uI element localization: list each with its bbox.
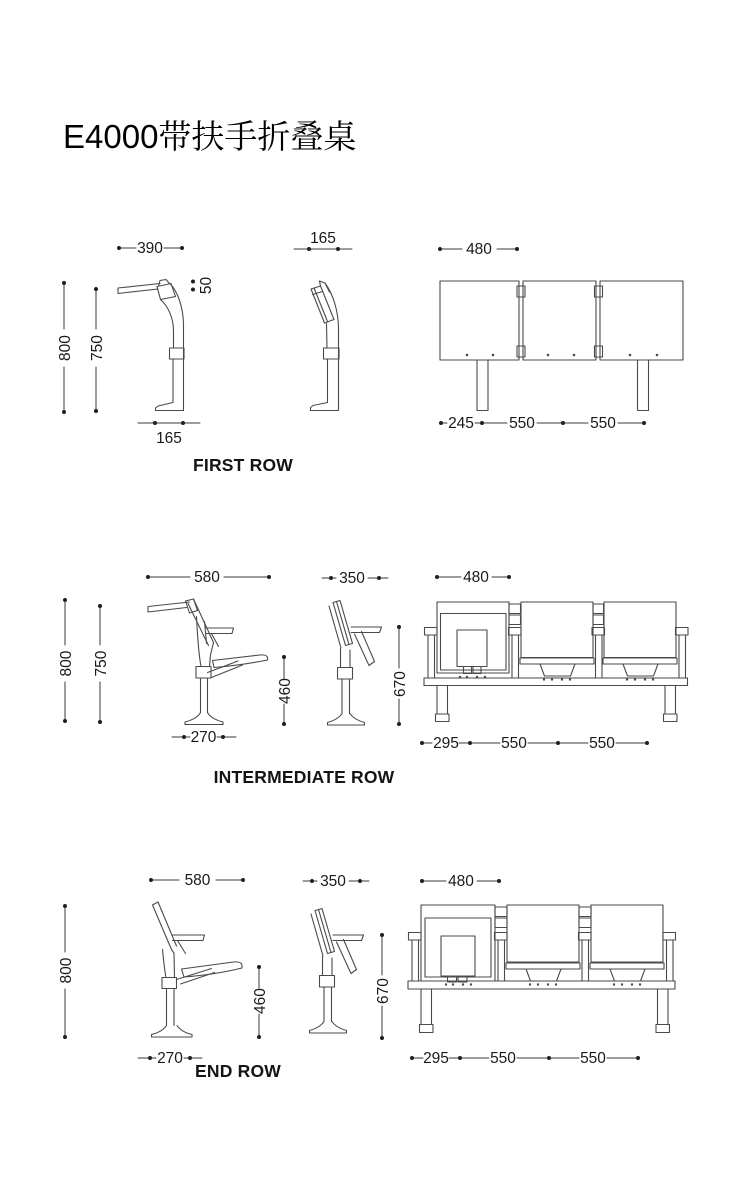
column-collar (162, 978, 177, 989)
screw-dot (652, 678, 654, 680)
seat-back (188, 599, 214, 646)
seat-bracket-3 (610, 969, 645, 981)
stowed-desk (457, 630, 487, 667)
hinge-tab (509, 615, 521, 625)
dim-label: 480 (466, 241, 492, 258)
screw-dot (462, 983, 464, 985)
support-leg (658, 989, 669, 1025)
screw-dot (555, 983, 557, 985)
dim-int-side-height-750 (93, 604, 110, 724)
dim-label: 580 (184, 872, 211, 889)
hinge-tab (495, 918, 507, 928)
screw-dot (626, 678, 628, 680)
seat-back-3 (604, 602, 676, 658)
dim-label: 270 (157, 1050, 183, 1067)
screw-dot (547, 983, 549, 985)
dim-first-side-height-800 (57, 281, 74, 414)
pedestal-base (328, 714, 365, 726)
screw-dot (459, 676, 461, 678)
column-upper (341, 649, 351, 668)
armrest-pad (425, 628, 438, 636)
screw-dot (629, 354, 632, 357)
dim-label: 350 (320, 873, 346, 890)
dim-label: 165 (310, 230, 336, 247)
seat-back-1 (421, 905, 495, 981)
armrest-post (428, 635, 435, 678)
column-collar (338, 668, 353, 680)
dim-label: 750 (89, 335, 106, 361)
armrest-post (582, 940, 589, 981)
dim-end-side-height-800 (58, 904, 75, 1039)
desk-bar-2 (506, 963, 580, 969)
armrest (206, 628, 234, 647)
dim-first-side-base-depth (138, 421, 200, 447)
desk-panel-2 (523, 281, 596, 360)
dim-first-side-height-750 (89, 287, 106, 413)
dim-label: 580 (194, 569, 220, 586)
desk-bar-2 (520, 658, 594, 664)
support-leg (638, 360, 649, 411)
screw-dot (476, 676, 478, 678)
desk-panel-1 (440, 281, 519, 360)
end-folded-view (310, 909, 364, 1034)
dim-int-folded-height (392, 625, 409, 726)
screw-dot (466, 676, 468, 678)
dim-int-front-spacing (420, 735, 649, 752)
dim-label: 670 (392, 671, 409, 697)
screw-dot (551, 678, 553, 680)
armrest-post (512, 635, 519, 678)
screw-dot (569, 678, 571, 680)
dim-label: 670 (375, 978, 392, 1004)
hinge-tab (509, 604, 521, 614)
intermediate-row-section (58, 569, 688, 787)
first-row-folded-view (311, 281, 340, 411)
support-leg (477, 360, 488, 411)
screw-dot (634, 678, 636, 680)
armrest-post (667, 940, 674, 981)
column-lower (324, 988, 332, 1022)
support-leg (437, 686, 448, 715)
screw-dot (631, 983, 633, 985)
page-title: E4000带扶手折叠桌 (63, 118, 357, 155)
intermediate-row-label: INTERMEDIATE ROW (213, 767, 395, 787)
seat-back-3 (591, 905, 663, 962)
screw-dot (573, 354, 576, 357)
column-upper (323, 957, 333, 976)
frame-inner-edge (161, 300, 174, 349)
seat-back (153, 902, 177, 950)
pedestal-base (185, 713, 223, 725)
frame-inner-edge (327, 324, 328, 349)
support-leg (665, 686, 676, 715)
screw-dot (639, 983, 641, 985)
dim-first-folded-depth (294, 230, 352, 251)
screw-dot (543, 678, 545, 680)
dim-int-folded-depth (322, 570, 388, 587)
dim-first-front-width (438, 241, 519, 258)
screw-dot (547, 354, 550, 357)
stowed-desk (441, 936, 475, 976)
screw-dot (470, 983, 472, 985)
hinge-tab (579, 918, 591, 928)
dim-first-side-width (117, 240, 184, 257)
armrest-post (412, 940, 419, 981)
dim-label: 480 (463, 569, 489, 586)
hinge-tab (593, 604, 604, 614)
screw-dot (621, 983, 623, 985)
dim-label: 350 (339, 570, 365, 587)
hinge-tab (579, 907, 591, 917)
end-front-view (408, 905, 676, 1033)
desk-bracket (157, 280, 176, 300)
armrest-post (498, 940, 505, 981)
first-row-label: FIRST ROW (193, 455, 293, 475)
support-leg (421, 989, 432, 1025)
dim-label: 460 (252, 988, 269, 1014)
armrest-pad (495, 933, 508, 941)
leg-foot (664, 714, 678, 722)
armrest-pad (579, 933, 592, 941)
dim-first-front-spacing (439, 415, 646, 432)
desk-panel-3 (600, 281, 683, 360)
hinge-tab (517, 286, 525, 297)
dim-end-side-seat-height (252, 965, 269, 1039)
seat-back-folded (315, 909, 335, 954)
armrest-pad (409, 933, 422, 941)
dim-label: 550 (590, 415, 616, 432)
screw-dot (529, 983, 531, 985)
desk-surface (148, 602, 190, 612)
dim-label: 750 (93, 650, 110, 677)
dim-label: 550 (501, 735, 527, 752)
armrest-pad (663, 933, 676, 941)
dim-first-side-offset-50 (191, 277, 215, 295)
seat-back-folded (333, 601, 353, 646)
armrest-post (679, 635, 686, 678)
hinge-tab (517, 346, 525, 357)
screw-dot (452, 983, 454, 985)
screw-dot (492, 354, 495, 357)
column-collar (320, 976, 335, 988)
dim-end-folded-height (375, 933, 392, 1040)
screw-dot (445, 983, 447, 985)
first-row-front-view (440, 281, 683, 411)
armrest-pad (509, 628, 522, 636)
screw-dot (644, 678, 646, 680)
dim-label: 50 (198, 276, 215, 295)
desk-tablet-hanging (337, 940, 357, 974)
column-upper (197, 617, 214, 667)
seat-back-1-inner (441, 614, 507, 671)
screw-dot (656, 354, 659, 357)
pedestal-base (310, 1022, 347, 1034)
seat-back-2 (521, 602, 593, 658)
pedestal-base (152, 1026, 193, 1038)
beam (424, 678, 688, 686)
leg-and-foot (311, 359, 339, 411)
column-lower (167, 989, 175, 1026)
armrest-post (596, 635, 603, 678)
armrest-pad (592, 628, 605, 636)
end-row-section (58, 872, 676, 1081)
dim-label: 800 (58, 957, 75, 984)
dim-label: 295 (423, 1050, 449, 1067)
hinge-tab (495, 907, 507, 917)
dim-label: 480 (448, 873, 474, 890)
screw-dot (466, 354, 469, 357)
dim-label: 550 (580, 1050, 606, 1067)
dim-int-side-base (172, 729, 236, 746)
dim-int-front-width (435, 569, 511, 586)
screw-dot (613, 983, 615, 985)
dim-label: 460 (277, 678, 294, 704)
dim-label: 800 (58, 650, 75, 677)
dim-label: 270 (190, 729, 217, 746)
screw-dot (484, 676, 486, 678)
first-row-section (57, 230, 683, 475)
dim-label: 165 (156, 430, 182, 447)
leg-and-foot (156, 359, 184, 411)
intermediate-front-view (424, 602, 688, 722)
first-row-side-view (118, 280, 184, 411)
seat-bracket-2 (526, 969, 561, 981)
dim-int-side-seat-height (277, 655, 294, 726)
dim-int-side-width (146, 569, 271, 586)
end-row-label: END ROW (195, 1061, 281, 1081)
desk-bar-3 (603, 658, 677, 664)
dim-end-front-spacing (410, 1050, 640, 1067)
seat-back-1 (437, 602, 509, 673)
hinge-tab (593, 615, 604, 625)
column-lower (201, 679, 208, 713)
dim-label: 800 (57, 335, 74, 361)
dim-label: 550 (490, 1050, 516, 1067)
intermediate-side-view (148, 599, 268, 725)
seat-bracket-2 (540, 664, 575, 676)
intermediate-folded-view (328, 601, 382, 726)
desk-tablet-hanging (355, 632, 375, 666)
dim-label: 295 (433, 735, 459, 752)
screw-dot (537, 983, 539, 985)
dim-label: 245 (448, 415, 474, 432)
leg-foot (656, 1025, 670, 1033)
desk-surface (118, 284, 160, 294)
desk-bar-3 (590, 963, 664, 969)
column-lower (342, 680, 350, 714)
frame-outer-edge (170, 284, 184, 411)
column-upper (163, 950, 175, 978)
screw-dot (561, 678, 563, 680)
dim-label: 550 (509, 415, 535, 432)
dim-end-side-width (149, 872, 245, 889)
end-side-view (152, 902, 243, 1037)
frame-collar (324, 348, 340, 359)
dim-int-side-height-800 (58, 598, 75, 723)
armrest (351, 627, 382, 633)
seat-back-2 (507, 905, 579, 962)
dim-label: 390 (137, 240, 163, 257)
dim-label: 550 (589, 735, 615, 752)
dim-end-side-base (138, 1050, 202, 1067)
leg-foot (420, 1025, 434, 1033)
armrest (333, 935, 364, 941)
armrest (173, 935, 205, 954)
frame-collar (170, 348, 185, 359)
dim-end-folded-depth (303, 873, 369, 890)
seat-back-1-inner (425, 918, 491, 977)
dim-end-front-width (420, 873, 501, 890)
leg-foot (436, 714, 450, 722)
armrest-pad (676, 628, 689, 636)
seat-bracket-3 (623, 664, 658, 676)
